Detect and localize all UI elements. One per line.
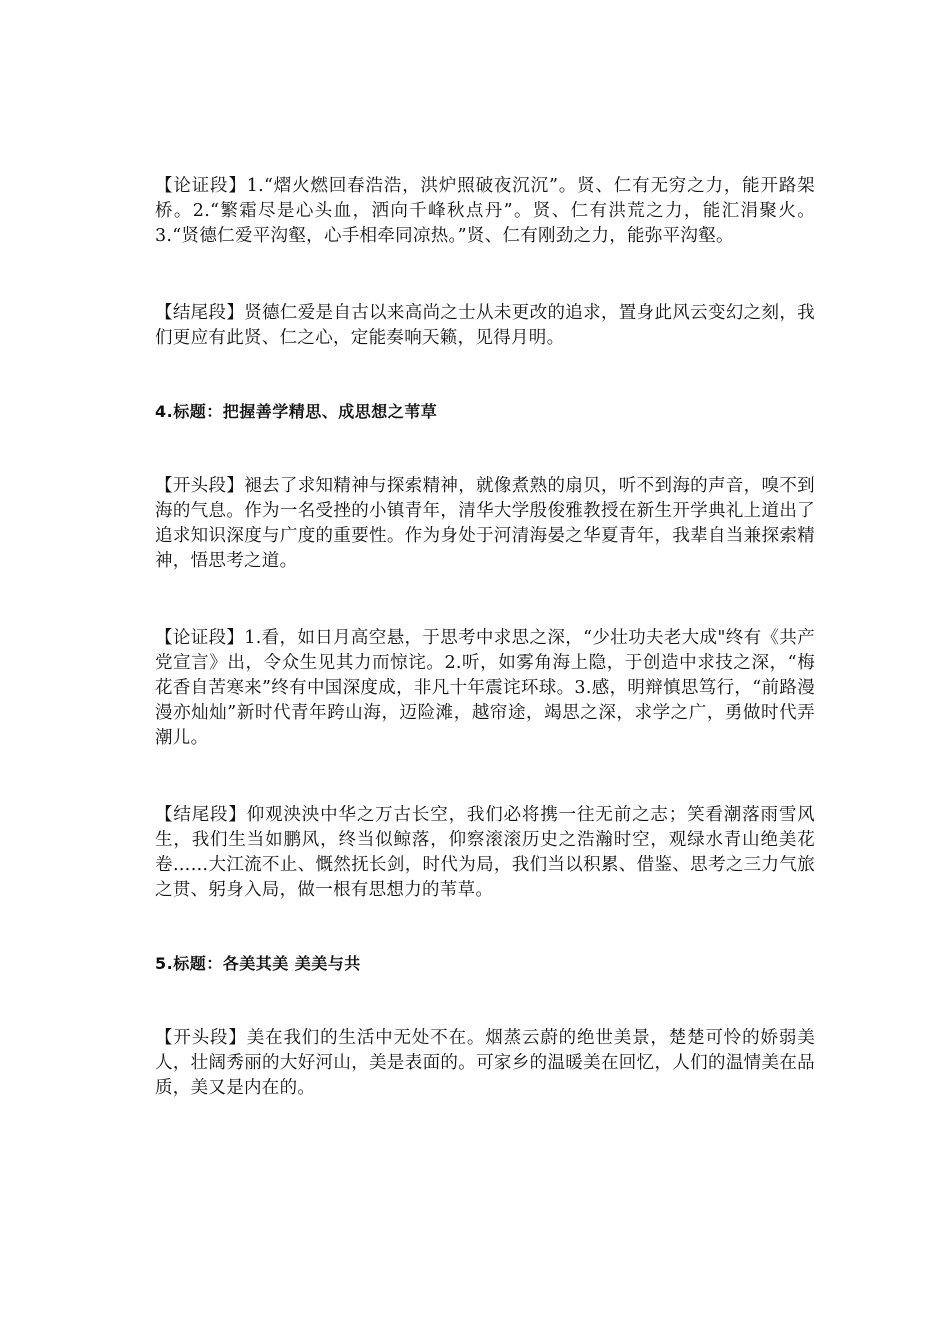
section-title-5: 5.标题：各美其美 美美与共 <box>155 954 361 973</box>
conclusion-paragraph: 【结尾段】仰观泱泱中华之万古长空，我们必将携一往无前之志；笑看潮落雨雪风生，我们生当如鹏风，终当似鲸落，仰察滚滚历史之浩瀚时空，观绿水青山绝美花卷……大江流不止、慨然抚长剑，时代为局，我们当以积累、借鉴、思考之三力气旅之贯、躬身入局，做一根有思想力的苇草。 <box>155 805 815 900</box>
document-page <box>155 174 815 1101</box>
opening-paragraph: 【开头段】褪去了求知精神与探索精神，就像煮熟的扇贝，听不到海的声音，嗅不到海的气息。作为一名受挫的小镇青年，清华大学殷俊雅教授在新生开学典礼上道出了追求知识深度与广度的重要性。作为身处于河清海晏之华夏青年，我辈自当兼探索精神，悟思考之道。 <box>155 476 815 571</box>
section-title-4: 4.标题：把握善学精思、成思想之苇草 <box>155 402 438 421</box>
argument-paragraph: 【论证段】1.“熠火燃回春浩浩，洪炉照破夜沉沉”。贤、仁有无穷之力，能开路架桥。2.“繁霜尽是心头血，洒向千峰秋点丹”。贤、仁有洪荒之力，能汇涓聚火。3.“贤德仁爱平沟壑，心手相牵同凉热。”贤、仁有刚劲之力，能弥平沟壑。 <box>155 176 815 246</box>
conclusion-paragraph: 【结尾段】贤德仁爱是自古以来高尚之士从未更改的追求，置身此风云变幻之刻，我们更应有此贤、仁之心，定能奏响天籁，见得月明。 <box>155 303 815 348</box>
opening-paragraph: 【开头段】美在我们的生活中无处不在。烟蒸云蔚的绝世美景，楚楚可怜的娇弱美人，壮阔秀丽的大好河山，美是表面的。可家乡的温暖美在回忆，人们的温情美在品质，美又是内在的。 <box>155 1028 815 1098</box>
argument-paragraph: 【论证段】1.看，如日月高空悬，于思考中求思之深，“少壮功夫老大成"终有《共产党宣言》出，令众生见其力而惊诧。2.听，如雾角海上隐，于创造中求技之深，“梅花香自苦寒来”终有中国深度成，非凡十年震诧环球。3.感，明辩慎思笃行，“前路漫漫亦灿灿”新时代青年跨山海，迈险滩，越帘途，竭思之深，求学之广，勇做时代弄潮儿。 <box>155 628 815 748</box>
